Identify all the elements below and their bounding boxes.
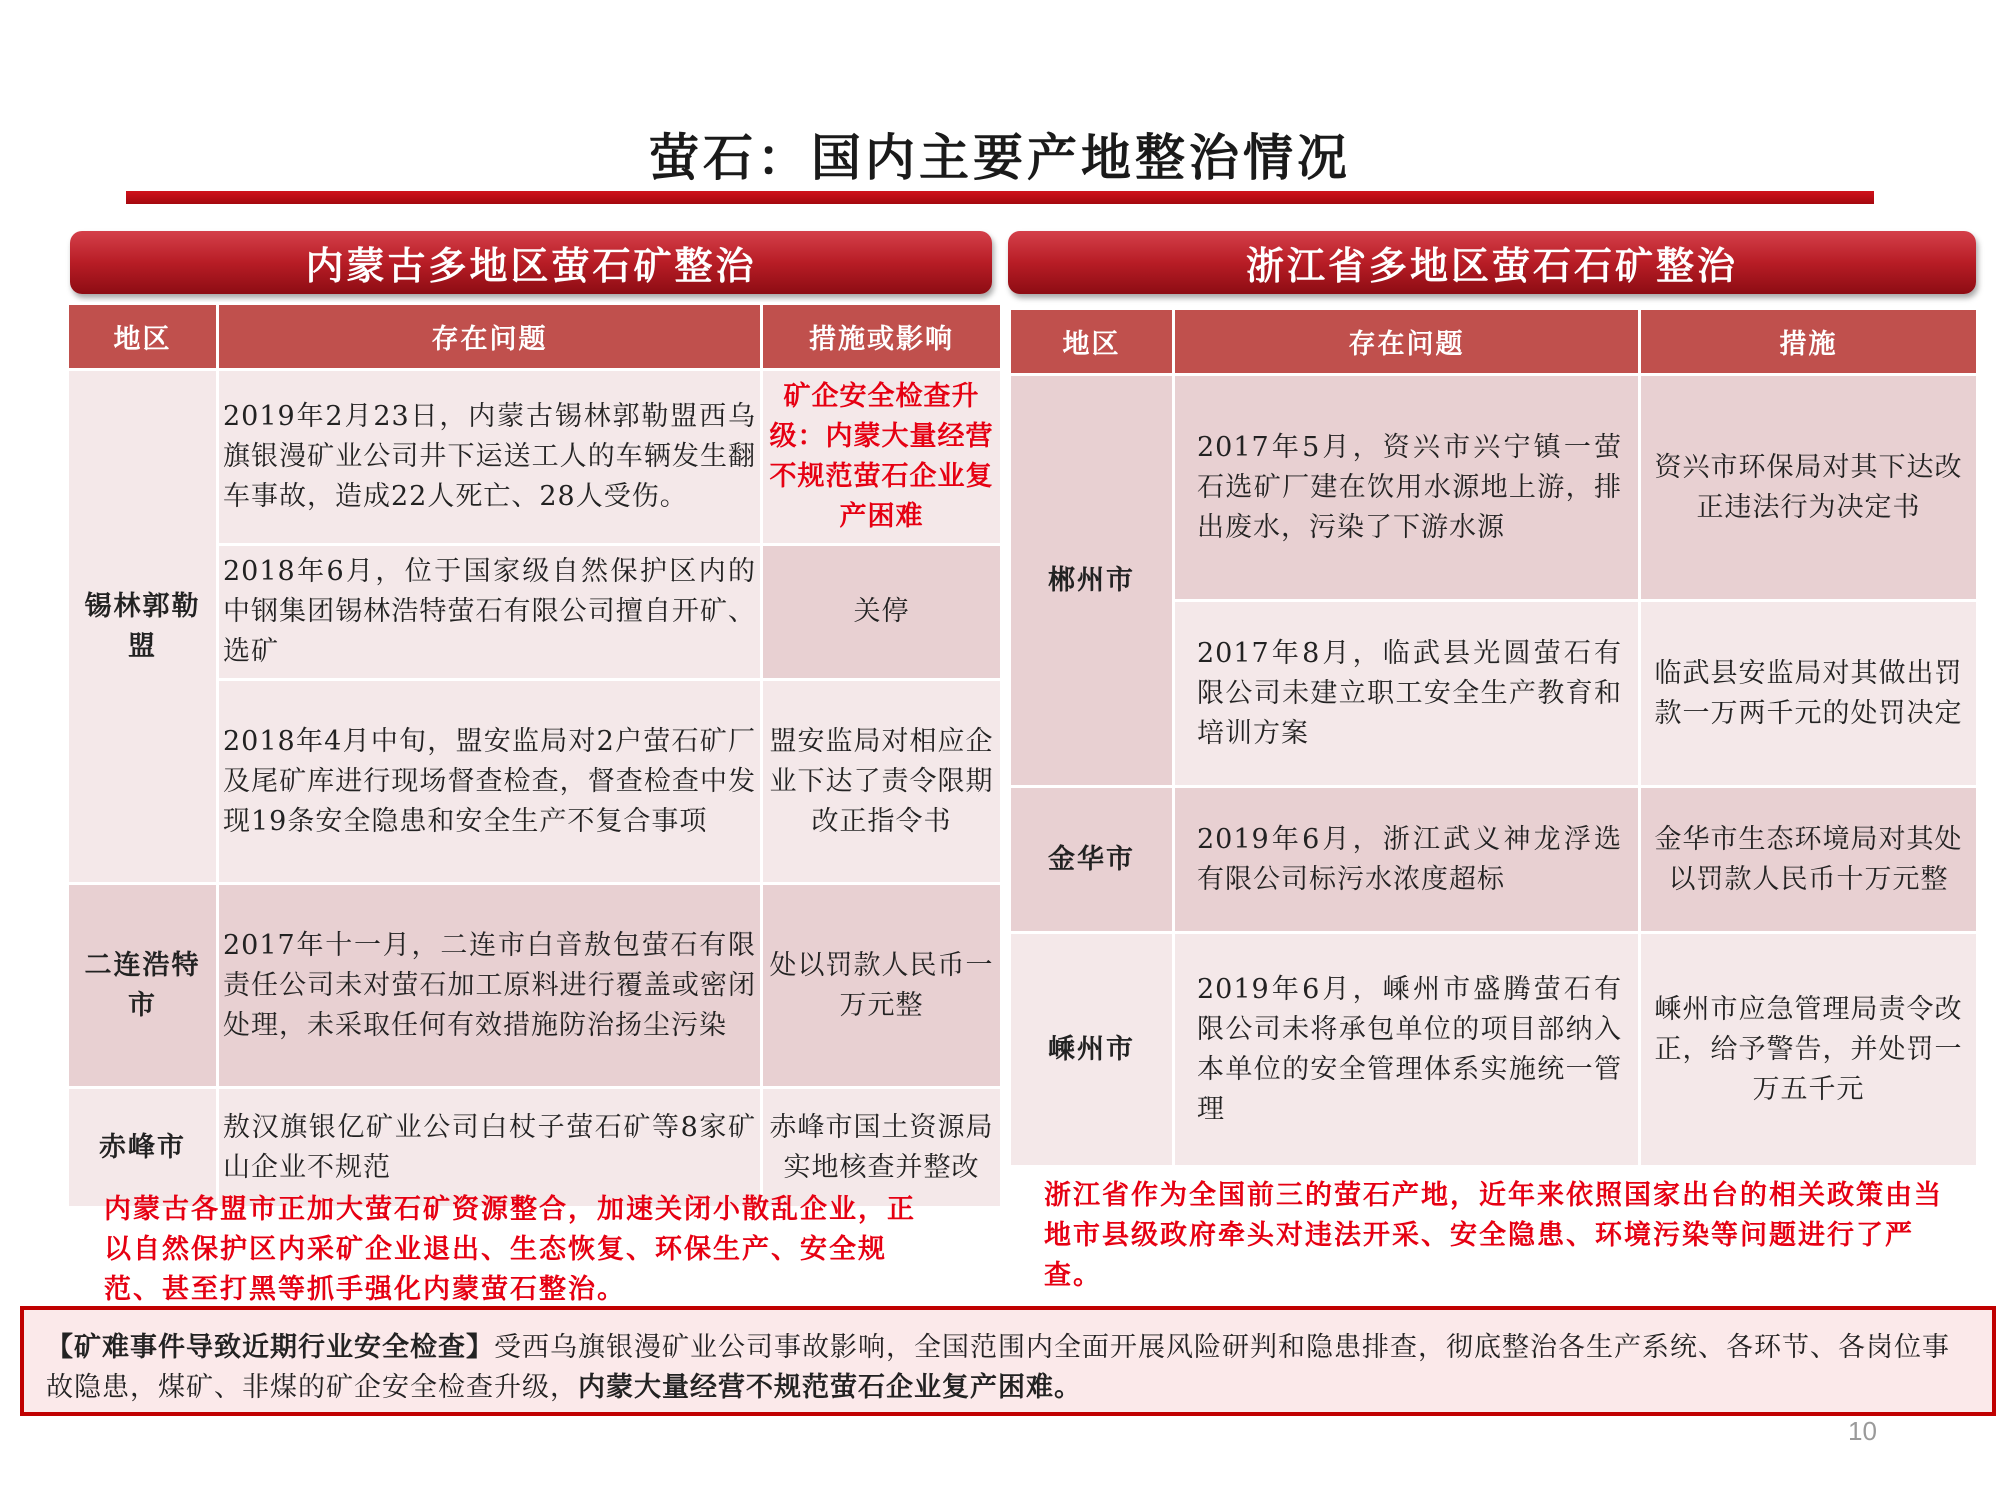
measure-cell: 嵊州市应急管理局责令改正，给予警告，并处罚一万五千元	[1640, 933, 1978, 1167]
header-region: 地区	[1010, 309, 1174, 375]
measure-cell: 关停	[762, 545, 1002, 680]
issue-cell: 敖汉旗银亿矿业公司白杖子萤石矿等8家矿山企业不规范	[218, 1088, 762, 1208]
safety-inspection-callout	[20, 1306, 1996, 1416]
left-section-banner: 内蒙古多地区萤石矿整治	[70, 231, 992, 294]
table-row	[1010, 933, 1978, 1167]
title-divider	[126, 191, 1874, 204]
measure-cell: 矿企安全检查升级：内蒙大量经营不规范萤石企业复产困难	[762, 370, 1002, 545]
callout-emphasis: 内蒙大量经营不规范萤石企业复产困难。	[578, 1372, 1082, 1403]
measure-cell: 盟安监局对相应企业下达了责令限期改正指令书	[762, 680, 1002, 884]
table-row	[68, 884, 1002, 1088]
issue-cell: 2019年6月，嵊州市盛腾萤石有限公司未将承包单位的项目部纳入本单位的安全管理体系实施统一管理	[1174, 933, 1640, 1167]
right-summary-note: 浙江省作为全国前三的萤石产地，近年来依照国家出台的相关政策由当地市县级政府牵头对违法开采、安全隐患、环境污染等问题进行了严查。	[1044, 1180, 1943, 1291]
issue-cell: 2017年8月，临武县光圆萤石有限公司未建立职工安全生产教育和培训方案	[1174, 601, 1640, 787]
right-table	[1008, 307, 1979, 1168]
header-issue: 存在问题	[1174, 309, 1640, 375]
region-cell: 二连浩特市	[68, 884, 218, 1088]
callout-text: 受西乌旗银漫矿业公司事故影响，全国范围内全面开展风险研判和隐患排查，彻底整治各生产系统、各环节、各岗位事故隐患，煤矿、非煤的矿企安全检查升级，	[46, 1332, 1950, 1403]
table-row	[68, 370, 1002, 545]
table-row	[1010, 787, 1978, 933]
region-cell: 锡林郭勒盟	[68, 370, 218, 884]
region-cell: 郴州市	[1010, 375, 1174, 787]
right-section-banner: 浙江省多地区萤石石矿整治	[1008, 231, 1976, 294]
left-table-header	[68, 304, 1002, 370]
region-cell: 金华市	[1010, 787, 1174, 933]
measure-cell: 金华市生态环境局对其处以罚款人民币十万元整	[1640, 787, 1978, 933]
page-number: 10	[1848, 1416, 1877, 1446]
measure-cell: 处以罚款人民币一万元整	[762, 884, 1002, 1088]
header-measure: 措施	[1640, 309, 1978, 375]
region-cell: 嵊州市	[1010, 933, 1174, 1167]
callout-label: 【矿难事件导致近期行业安全检查】	[46, 1332, 494, 1363]
header-measure: 措施或影响	[762, 304, 1002, 370]
region-cell: 赤峰市	[68, 1088, 218, 1208]
right-table-header	[1010, 309, 1978, 375]
issue-cell: 2019年2月23日，内蒙古锡林郭勒盟西乌旗银漫矿业公司井下运送工人的车辆发生翻车事故，造成22人死亡、28人受伤。	[218, 370, 762, 545]
left-summary-note: 内蒙古各盟市正加大萤石矿资源整合，加速关闭小散乱企业，正以自然保护区内采矿企业退出、生态恢复、环保生产、安全规范、甚至打黑等抓手强化内蒙萤石整治。	[104, 1194, 916, 1305]
header-issue: 存在问题	[218, 304, 762, 370]
measure-cell: 资兴市环保局对其下达改正违法行为决定书	[1640, 375, 1978, 601]
issue-cell: 2018年6月，位于国家级自然保护区内的中钢集团锡林浩特萤石有限公司擅自开矿、选矿	[218, 545, 762, 680]
measure-cell: 临武县安监局对其做出罚款一万两千元的处罚决定	[1640, 601, 1978, 787]
issue-cell: 2017年十一月，二连市白音敖包萤石有限责任公司未对萤石加工原料进行覆盖或密闭处理，未采取任何有效措施防治扬尘污染	[218, 884, 762, 1088]
issue-cell: 2019年6月，浙江武义神龙浮选有限公司标污水浓度超标	[1174, 787, 1640, 933]
table-row	[1010, 375, 1978, 601]
header-region: 地区	[68, 304, 218, 370]
page-title: 萤石：国内主要产地整治情况	[649, 128, 1351, 187]
issue-cell: 2018年4月中旬，盟安监局对2户萤石矿厂及尾矿库进行现场督查检查，督查检查中发现19条安全隐患和安全生产不复合事项	[218, 680, 762, 884]
measure-cell: 赤峰市国土资源局实地核查并整改	[762, 1088, 1002, 1208]
left-table	[66, 302, 1003, 1209]
issue-cell: 2017年5月，资兴市兴宁镇一萤石选矿厂建在饮用水源地上游，排出废水，污染了下游水源	[1174, 375, 1640, 601]
